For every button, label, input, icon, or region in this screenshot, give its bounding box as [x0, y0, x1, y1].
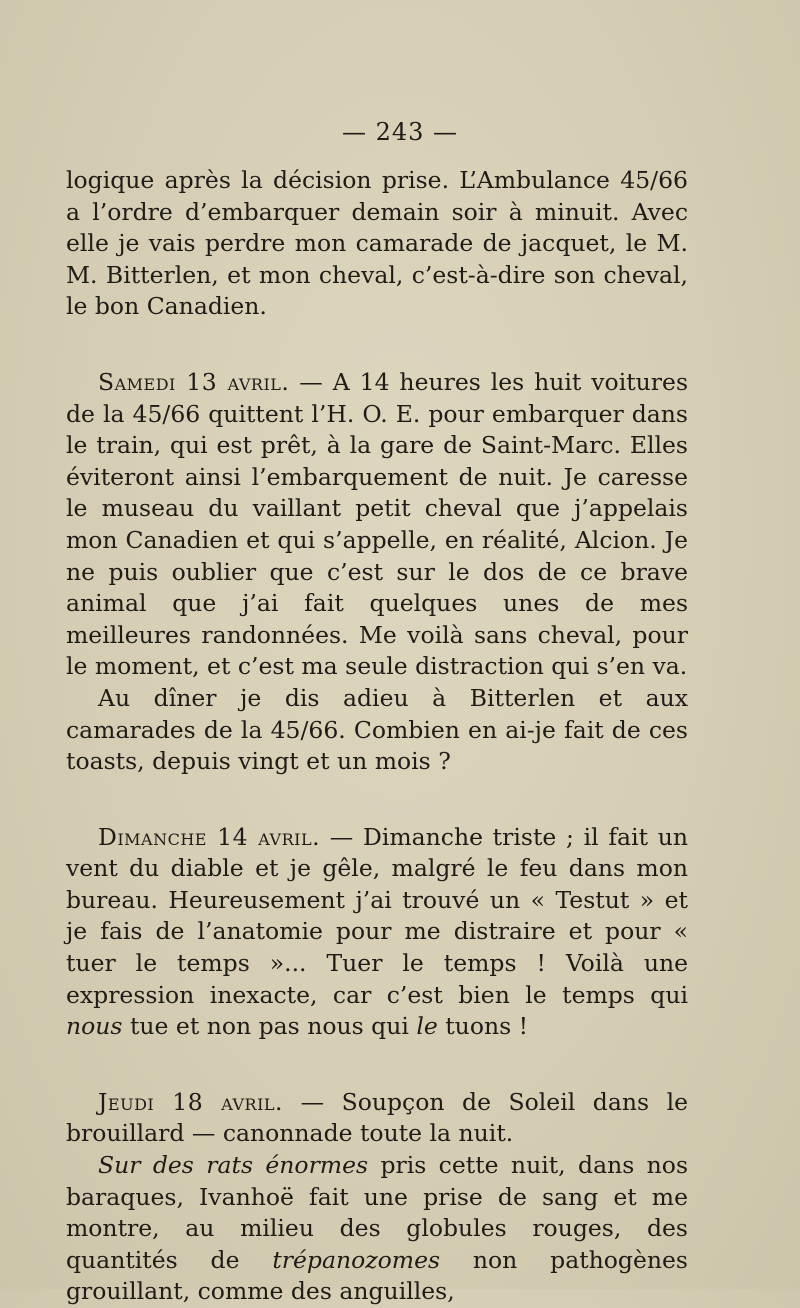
entry-jeudi	[66, 1087, 688, 1150]
section-gap	[66, 1043, 688, 1087]
emphasis: trépanozomes	[272, 1245, 441, 1274]
paragraph-text: tue et non pas nous qui	[122, 1012, 417, 1041]
entry-date: Dimanche 14 avril.	[98, 822, 321, 851]
page-body	[66, 165, 688, 1308]
section-gap	[66, 323, 688, 367]
emphasis: le	[416, 1012, 438, 1041]
paragraph-text: tuons !	[437, 1012, 529, 1041]
entry-date: Samedi 13 avril.	[98, 367, 290, 396]
paragraph-text: non pathogènes grouillant, comme des anguilles,	[66, 1245, 688, 1306]
paragraph-text: — Soupçon de Soleil dans le brouillard — canonnade toute la nuit.	[66, 1087, 688, 1148]
paragraph-1	[66, 165, 688, 323]
section-gap	[66, 778, 688, 822]
entry-date: Jeudi 18 avril.	[98, 1087, 284, 1116]
entry-samedi	[66, 367, 688, 683]
entry-dimanche	[66, 822, 688, 1043]
emphasis: nous	[66, 1012, 123, 1041]
paragraph-text: — Dimanche triste ; il fait un vent du diable et je gêle, malgré le feu dans mon bureau. Heureusement j’ai trouvé un « Testut » et je fais de l’anatomie pour me distraire et pour « tuer le temps »... Tuer le temps ! Voilà une expression inexacte, car c’est bien le temps qui	[66, 822, 689, 1009]
paragraph-diner	[66, 683, 688, 778]
paragraph-text: Au dîner je dis adieu à Bitterlen et aux camarades de la 45/66. Combien en ai-je fait de ces toasts, depuis vingt et un mois ?	[66, 683, 688, 776]
emphasis: Sur des rats énormes	[98, 1151, 369, 1180]
paragraph-text: pris cette nuit, dans nos baraques, Ivanhoë fait une prise de sang et me montre, au milieu des globules rouges, des quantités de	[66, 1151, 688, 1274]
paragraph-text: logique après la décision prise. L’Ambulance 45/66 a l’ordre d’embarquer demain soir à minuit. Avec elle je vais perdre mon camarade de jacquet, le M. M. Bitterlen, et mon cheval, c’est-à-dire son cheval, le bon Canadien.	[66, 166, 688, 321]
paragraph-rats	[66, 1150, 688, 1308]
paragraph-text: — A 14 heures les huit voitures de la 45/66 quittent l’H. O. E. pour embarquer dans le train, qui est prêt, à la gare de Saint-Marc. Elles éviteront ainsi l’embarquement de nuit. Je caresse le museau du vaillant petit cheval que j’appelais mon Canadien et qui s’appelle, en réalité, Alcion. Je ne puis oublier que c’est sur le dos de ce brave animal que j’ai fait quelques unes de mes meilleures randonnées. Me voilà sans cheval, pour le moment, et c’est ma seule distraction qui s’en va.	[66, 367, 688, 681]
page-number: — 243 —	[341, 118, 459, 146]
